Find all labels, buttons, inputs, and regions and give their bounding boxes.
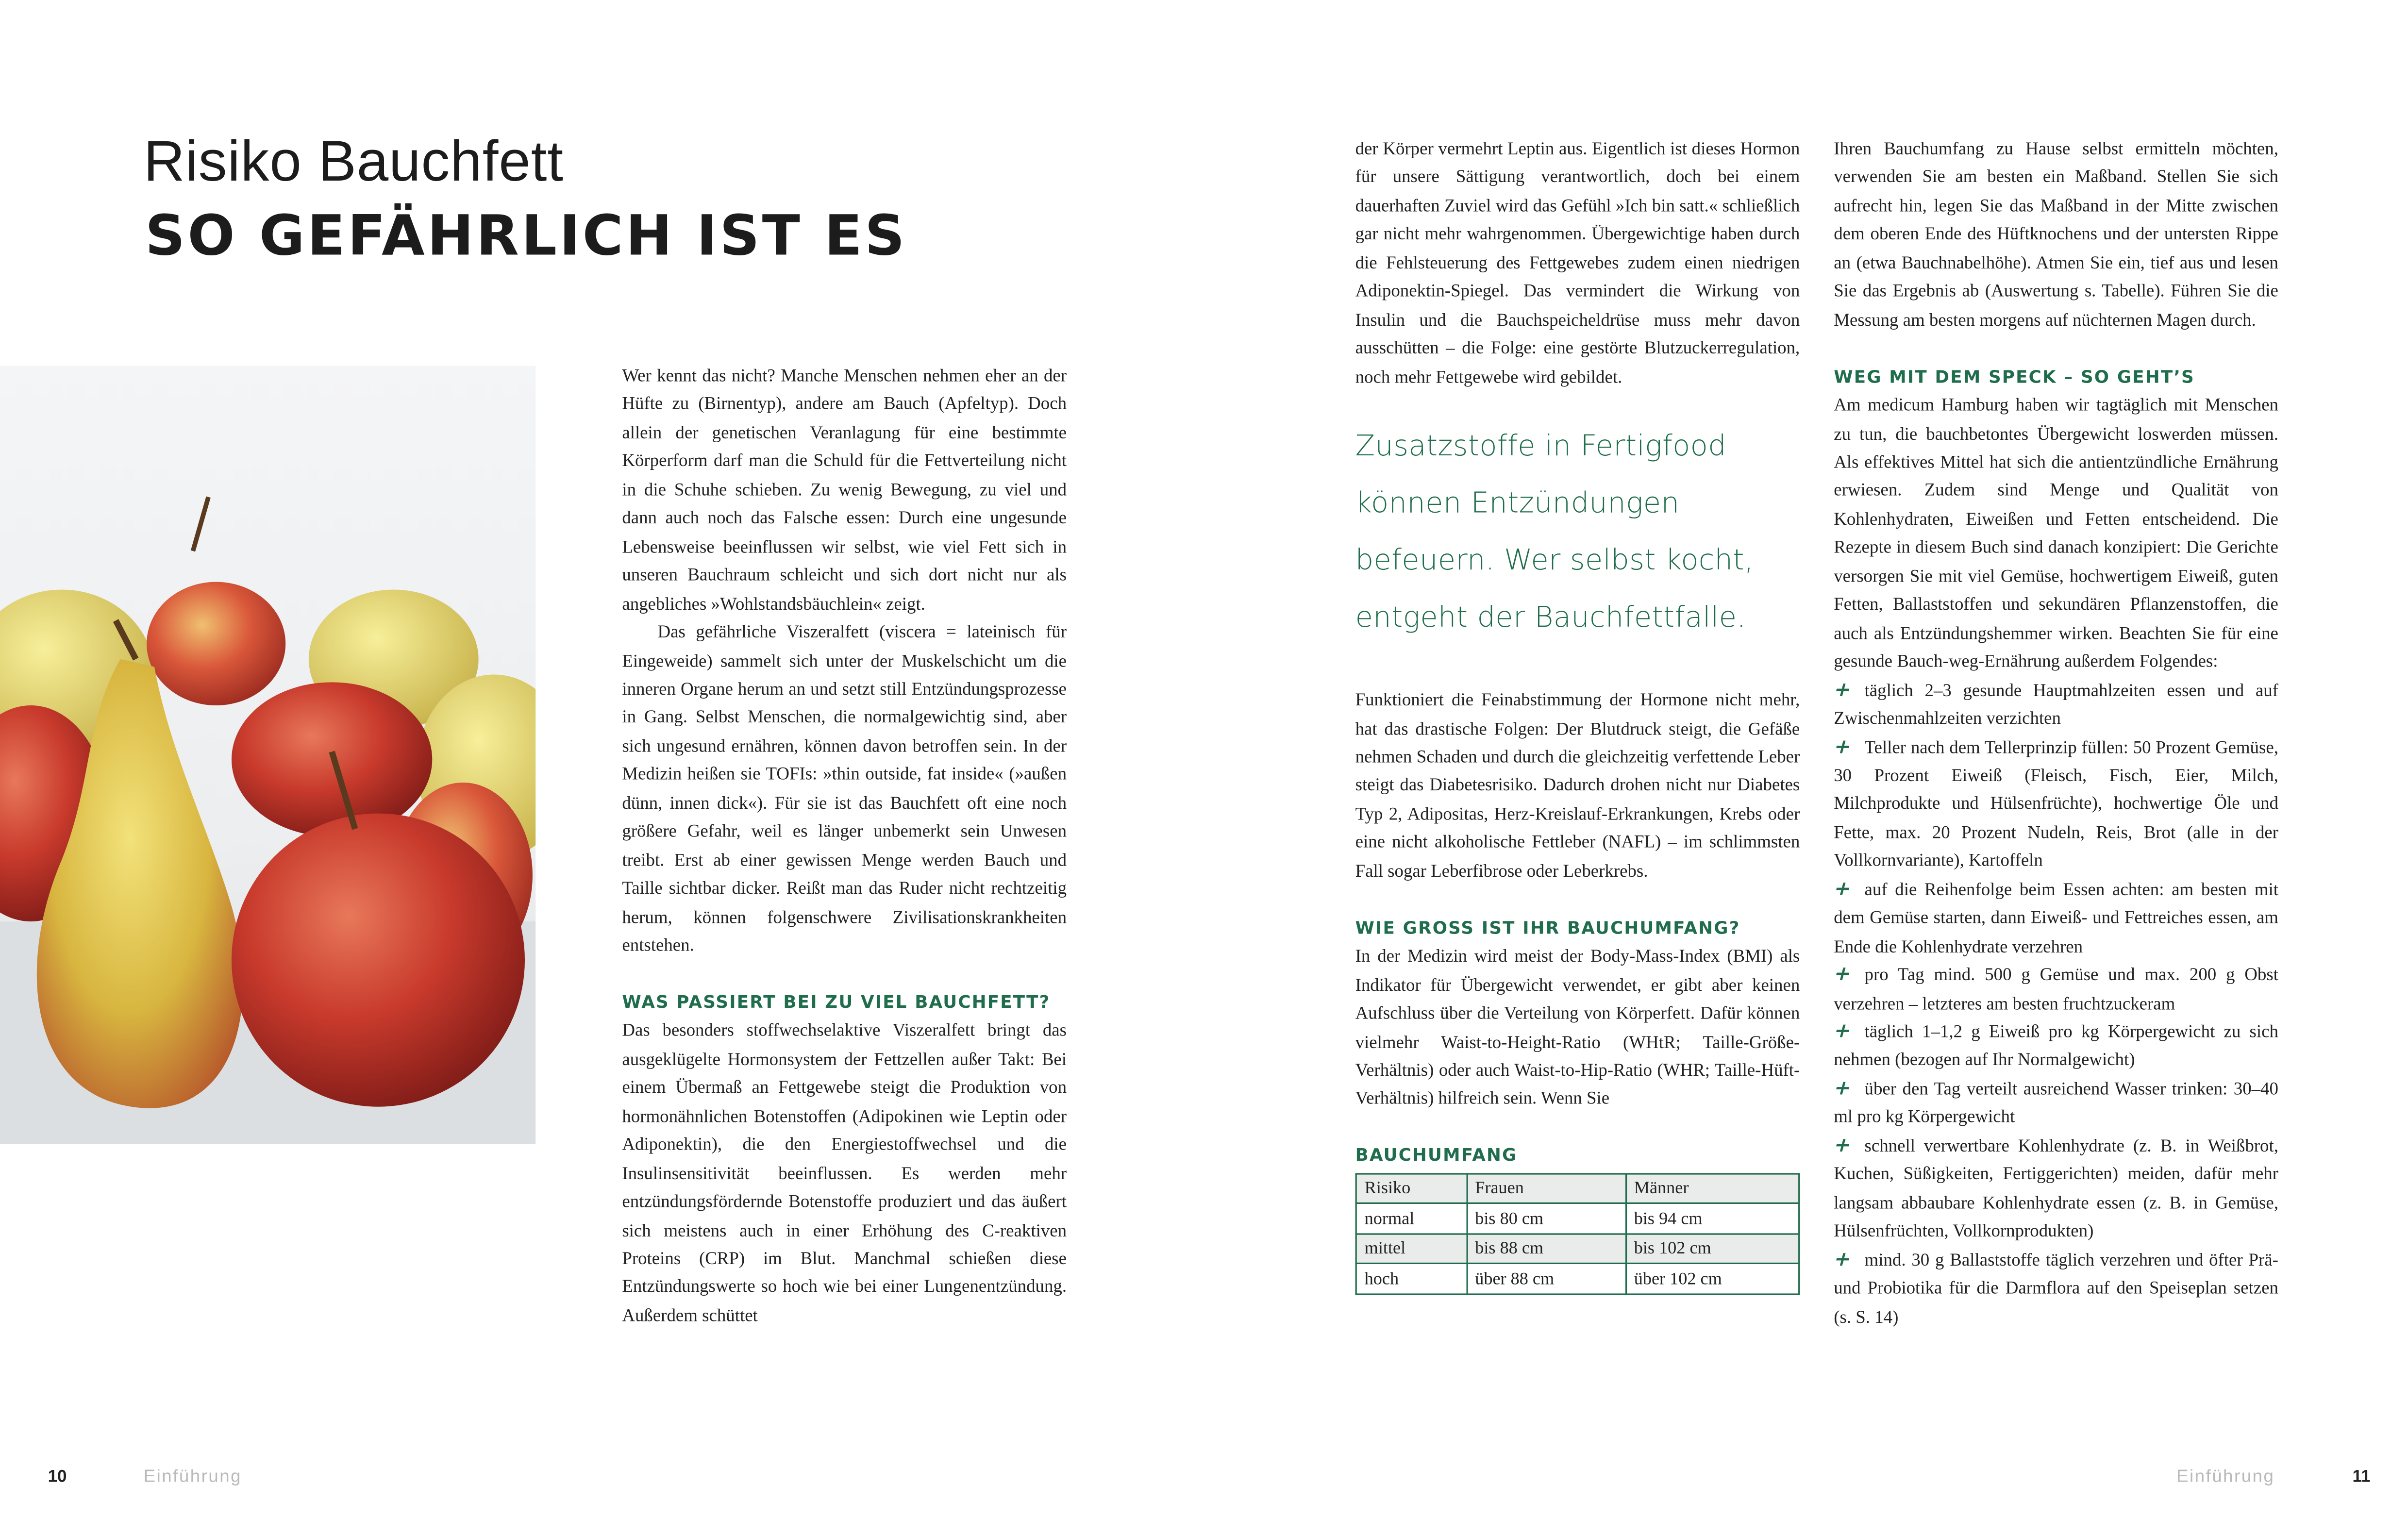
table-cell: normal — [1356, 1203, 1467, 1234]
table-cell: mittel — [1356, 1234, 1467, 1264]
paragraph: Ihren Bauchumfang zu Hause selbst ermitteln möchten, verwenden Sie am besten ein Maßband. Stellen Sie sich aufrecht hin, legen Sie das Maßband in der Mitte zwischen dem oberen Ende des Hüftknochens und der untersten Rippe an (etwa Bauchnabelhöhe). Atmen Sie ein, tief aus und lesen Sie das Ergebnis ab (Auswertung s. Tabelle). Führen Sie die Messung am besten morgens auf nüchternen Magen durch. — [1834, 139, 2278, 330]
header-cell: Männer — [1625, 1173, 1799, 1203]
section-heading: WIE GROSS IST IHR BAUCHUMFANG? — [1355, 918, 1740, 938]
list-item — [1831, 677, 2278, 734]
paragraph: Am medicum Hamburg haben wir tagtäglich mit Menschen zu tun, die bauchbetontes Übergewicht loswerden müssen. Als effektives Mittel hat sich die antientzündliche Ernährung erwiesen. Zudem sind Menge und Qualität von Kohlenhydraten, Eiweißen und Fetten entscheidend. Die Rezepte in diesem Buch sind danach konzipiert: Die Gerichte versorgen Sie mit viel Gemüse, hochwertigem Eiweiß, guten Fetten, Ballaststoffen und sekundären Pflanzenstoffen, die auch als Entzündungshemmer wirken. Beachten Sie für eine gesunde Bauch-weg-Ernährung außerdem Folgendes: — [1834, 395, 2278, 672]
page-number-right — [2353, 1468, 2371, 1486]
pull-quote: Zusatzstoffe in Fertigfood können Entzündungen befeuern. Wer selbst kocht, entgeht der Bauchfettfalle. — [1355, 431, 1754, 635]
table-cell: über 88 cm — [1467, 1264, 1625, 1294]
list-item-text: täglich 2–3 gesunde Hauptmahlzeiten essen und auf Zwischenmahlzeiten verzichten — [1834, 680, 2278, 729]
table-cell: hoch — [1356, 1264, 1467, 1294]
plus-icon: + — [1831, 963, 1854, 987]
list-item-text: Teller nach dem Tellerprinzip füllen: 50 Prozent Gemüse, 30 Prozent Eiweiß (Fleisch, Fisch, Eier, Milch, Milchprodukte und Hülsenfrüchte), hochwertige Öle und Fette, max. 20 Prozent Nudeln, Reis, Brot (alle in der Vollkornvariante), Kartoffeln — [1834, 737, 2278, 871]
plus-icon: + — [1831, 1134, 1854, 1158]
paragraph: In der Medizin wird meist der Body-Mass-Index (BMI) als Indikator für Übergewicht verwendet, er gibt aber keinen Aufschluss über die Verteilung von Körperfett. Dafür können vielmehr Waist-to-Height-Ratio (WHtR; Taille-Größe-Verhältnis) oder auch Waist-to-Hip-Ratio (WHR; Taille-Hüft-Verhältnis) hilfreich sein. Wenn Sie — [1355, 946, 1800, 1109]
plus-icon: + — [1831, 735, 1854, 759]
list-item — [1831, 1076, 2278, 1133]
title-line-1: Risiko Bauchfett — [143, 130, 564, 193]
paragraph: Wer kennt das nicht? Manche Menschen nehmen eher an der Hüfte zu (Birnentyp), andere am Bauch (Apfeltyp). Doch allein der genetischen Veranlagung für eine bestimmte Körperform darf man die Schuld für die Fettverteilung nicht in die Schuhe schieben. Zu wenig Bewegung, zu viel und dann auch noch das Falsche essen: Durch eine ungesunde Lebensweise beeinflussen wir selbst, wie viel Fett sich in unseren Bauchraum schleicht und sich dort nicht nur als angebliches »Wohlstandsbäuchlein« zeigt. — [622, 366, 1067, 614]
list-item-text: täglich 1–1,2 g Eiweiß pro kg Körpergewicht zu sich nehmen (bezogen auf Ihr Normalgewicht) — [1834, 1021, 2278, 1070]
plus-icon: + — [1831, 678, 1854, 702]
list-item — [1831, 1019, 2278, 1076]
paragraph: Das besonders stoffwechselaktive Viszeralfett bringt das ausgeklügelte Hormonsystem der Fettzellen außer Takt: Bei einem Übermaß an Fettgewebe steigt die Produktion von hormonähnlichen Botenstoffen (Adipokinen wie Leptin oder Adiponektin), die den Energiestoffwechsel und die Insulinsensitivität beeinflussen. Es werden mehr entzündungsfördernde Botenstoffe produziert und das äußert sich meistens auch in einer Erhöhung des C-reaktiven Proteins (CRP) im Blut. Manchmal schießen diese Entzündungswerte so hoch wie bei einer Lungenentzündung. Außerdem schüttet — [622, 1020, 1067, 1326]
list-item-text: mind. 30 g Ballaststoffe täglich verzehren und öfter Prä- und Probiotika für die Darmflora auf den Speiseplan setzen (s. S. 14) — [1834, 1250, 2278, 1327]
list-item — [1831, 734, 2278, 876]
table-row — [1356, 1264, 1799, 1294]
page-number-left — [48, 1468, 67, 1486]
list-item — [1831, 876, 2278, 962]
tips-list — [1831, 677, 2278, 1332]
apples-pears-photo — [0, 366, 535, 1144]
table-row — [1356, 1234, 1799, 1264]
text-column-1 — [622, 363, 1067, 1331]
section-label-right — [2176, 1468, 2274, 1486]
table-cell: über 102 cm — [1625, 1264, 1799, 1294]
table-row — [1356, 1203, 1799, 1234]
table-cell: bis 94 cm — [1625, 1203, 1799, 1234]
header-cell: Frauen — [1467, 1173, 1625, 1203]
text-column-2 — [1355, 136, 1800, 1295]
header-cell: Risiko — [1356, 1173, 1467, 1203]
table-header-row — [1356, 1173, 1799, 1203]
paragraph: der Körper vermehrt Leptin aus. Eigentlich ist dieses Hormon für unsere Sättigung verantwortlich, doch bei einem dauerhaften Zuviel wird das Gefühl »Ich bin satt.« schließlich gar nicht mehr wahrgenommen. Übergewichtige haben durch die Fehlsteuerung des Fettgewebes zudem einen niedrigen Adiponektin-Spiegel. Das vermindert die Wirkung von Insulin und die Bauchspeicheldrüse muss mehr davon ausschütten – die Folge: eine gestörte Blutzuckerregulation, noch mehr Fettgewebe wird gebildet. — [1355, 139, 1800, 387]
plus-icon: + — [1831, 1248, 1854, 1271]
page-number: 11 — [2352, 1468, 2371, 1486]
paragraph: Das gefährliche Viszeralfett (viscera = lateinisch für Eingeweide) sammelt sich unter der Muskelschicht um die inneren Organe herum an und setzt still Entzündungsprozesse in Gang. Selbst Menschen, die normalgewichtig sind, aber sich ungesund ernähren, können davon betroffen sein. In der Medizin heißen sie TOFIs: »thin outside, fat inside« (»außen dünn, innen dick«). Für sie ist das Bauchfett oft eine noch größere Gefahr, weil es länger unbemerkt sein Unwesen treibt. Erst ab einer gewissen Menge werden Bauch und Taille sichtbar dicker. Reißt man das Ruder nicht rechtzeitig herum, können folgenschwere Zivilisationskrankheiten entstehen. — [622, 622, 1067, 956]
plus-icon: + — [1831, 878, 1854, 901]
paragraph: Funktioniert die Feinabstimmung der Hormone nicht mehr, hat das drastische Folgen: Der Blutdruck steigt, die Gefäße nehmen Schaden und durch die gleichzeitig verfettende Leber steigt das Diabetesrisiko. Dadurch drohen nicht nur Diabetes Typ 2, Adipositas, Herz-Kreislauf-Erkrankungen, Krebs oder eine nicht alkoholische Fettleber (NAFL) – im schlimmsten Fall sogar Leberfibrose oder Leberkrebs. — [1355, 690, 1800, 881]
title-line-2: SO GEFÄHRLICH IST ES — [145, 205, 907, 269]
list-item-text: über den Tag verteilt ausreichend Wasser trinken: 30–40 ml pro kg Körpergewicht — [1834, 1079, 2278, 1128]
list-item-text: auf die Reihenfolge beim Essen achten: am besten mit dem Gemüse starten, dann Eiweiß- und Fettreiches essen, am Ende die Kohlenhydrate verzehren — [1834, 879, 2278, 957]
section-heading: WAS PASSIERT BEI ZU VIEL BAUCHFETT? — [622, 992, 1051, 1013]
table-cell: bis 88 cm — [1467, 1234, 1625, 1264]
text-column-3 — [1831, 136, 2278, 1332]
list-item-text: pro Tag mind. 500 g Gemüse und max. 200 g Obst verzehren – letzteres am besten fruchtzuckeram — [1834, 965, 2278, 1014]
list-item-text: schnell verwertbare Kohlenhydrate (z. B. in Weißbrot, Kuchen, Süßigkeiten, Fertiggerichten) meiden, dafür mehr langsam abbaubare Kohlenhydrate essen (z. B. in Gemüse, Hülsenfrüchten, Vollkornprodukten) — [1834, 1135, 2278, 1241]
list-item — [1831, 962, 2278, 1018]
section-label: Einführung — [2176, 1468, 2275, 1486]
table-cell: bis 80 cm — [1467, 1203, 1625, 1234]
page-number: 10 — [48, 1468, 67, 1486]
list-item — [1831, 1247, 2278, 1332]
section-label-left — [144, 1468, 242, 1486]
table-title: BAUCHUMFANG — [1355, 1146, 1518, 1166]
plus-icon: + — [1831, 1020, 1854, 1044]
fruit-illustration — [0, 366, 535, 1144]
table-cell: bis 102 cm — [1625, 1234, 1799, 1264]
list-item — [1831, 1133, 2278, 1247]
section-label: Einführung — [143, 1468, 242, 1486]
waist-table — [1355, 1173, 1800, 1295]
section-heading: WEG MIT DEM SPECK – SO GEHT’S — [1834, 367, 2195, 387]
plus-icon: + — [1831, 1077, 1854, 1101]
